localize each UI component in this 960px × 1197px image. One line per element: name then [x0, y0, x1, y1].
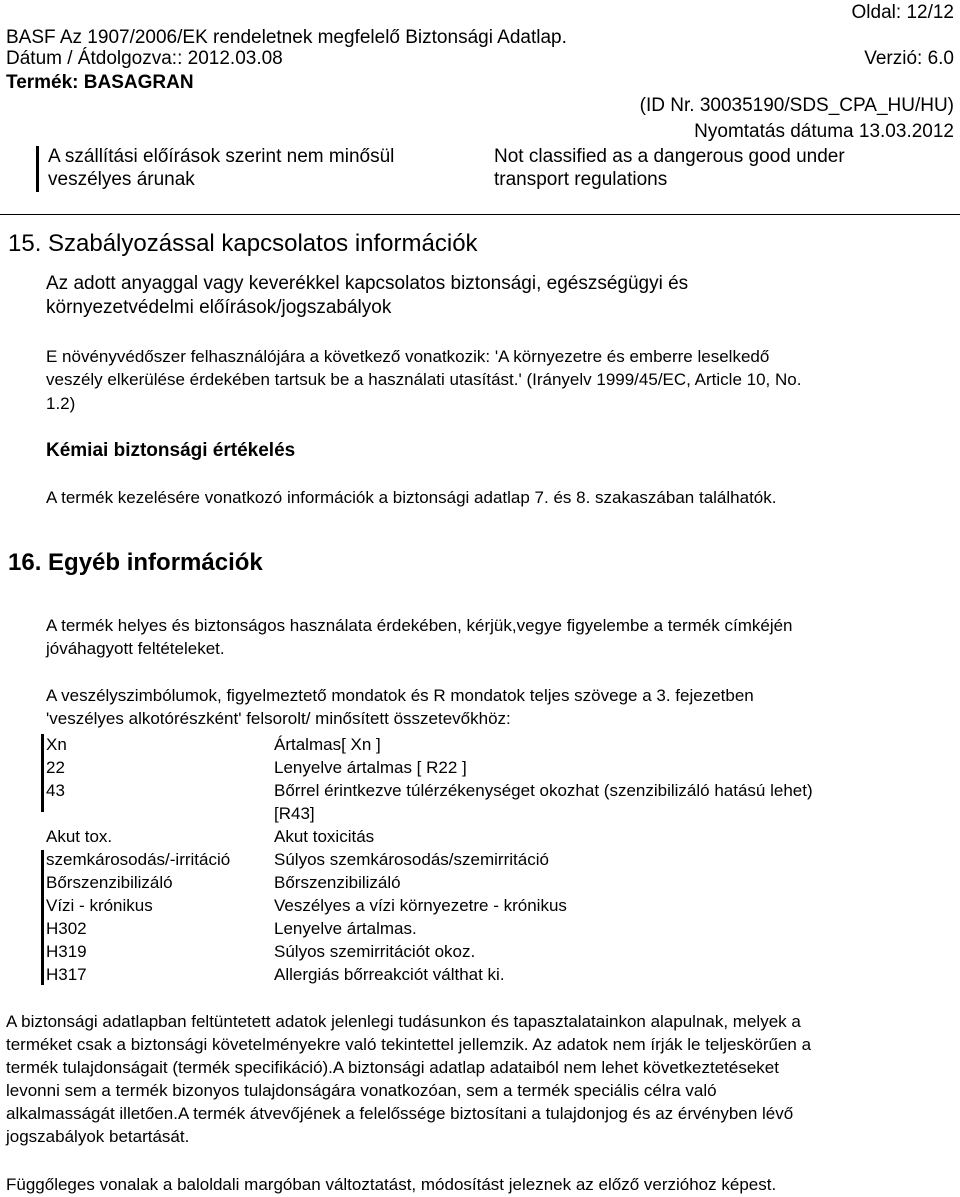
document-title: BASF Az 1907/2006/EK rendeletnek megfelelő Biztonsági Adatlap.: [6, 27, 567, 48]
hazard-description: Ártalmas[ Xn ]: [274, 735, 381, 754]
section-15-para-line2: veszély elkerülése érdekében tartsuk be a használati utasítást.' (Irányelv 1999/45/EC, Article 10, No.: [46, 370, 802, 389]
hazard-description: Allergiás bőrreakciót válthat ki.: [274, 965, 505, 984]
disclaimer-line: levonni sem a termék bizonyos tulajdonságára vonatkozóan, sem a termék speciális célra való: [6, 1081, 717, 1100]
table-row: [46, 940, 946, 963]
version-label: Verzió: 6.0: [864, 48, 954, 69]
hazard-description: Súlyos szemirritációt okoz.: [274, 942, 476, 961]
table-row: [46, 871, 946, 894]
disclaimer-line: terméket csak a biztonsági követelményekre való tekintettel jellemzik. Az adatok nem írják le teljeskörűen a: [6, 1035, 812, 1054]
hazard-code: H317: [46, 965, 87, 984]
hazard-description: Lenyelve ártalmas [ R22 ]: [274, 758, 467, 777]
disclaimer-line: A biztonsági adatlapban feltüntetett adatok jelenlegi tudásunkon és tapasztalatainkon alapulnak, melyek a: [6, 1012, 801, 1031]
hazard-description: Bőrszenzibilizáló: [274, 873, 401, 892]
transport-left-line1: A szállítási előírások szerint nem minősül: [48, 146, 395, 167]
section-15-para-line1: E növényvédőszer felhasználójára a következő vonatkozik: 'A környezetre és emberre leselkedő: [46, 347, 770, 366]
chemical-safety-title: Kémiai biztonsági értékelés: [46, 440, 296, 461]
section-16-para2-line1: A veszélyszimbólumok, figyelmeztető mondatok és R mondatok teljes szövege a 3. fejezetben: [46, 686, 754, 705]
revision-date: Dátum / Átdolgozva:: 2012.03.08: [6, 48, 283, 69]
disclaimer-line: alkalmasságát illetően.A termék átvevőjének a felelőssége biztosítani a tulajdonjog és az érvényben lévő: [6, 1104, 794, 1123]
product-name: Termék: BASAGRAN: [6, 72, 194, 93]
hazard-code: Xn: [46, 735, 67, 754]
section-15-subtitle-line2: környezetvédelmi előírások/jogszabályok: [46, 297, 392, 318]
document-id: (ID Nr. 30035190/SDS_CPA_HU/HU): [639, 95, 954, 116]
hazard-code: 43: [46, 781, 65, 800]
hazard-code: Vízi - krónikus: [46, 896, 153, 915]
hazard-description: Bőrrel érintkezve túlérzékenységet okozhat (szenzibilizáló hatású lehet): [274, 781, 813, 800]
chemical-safety-text: A termék kezelésére vonatkozó információk a biztonsági adatlap 7. és 8. szakaszában találhatók.: [46, 488, 777, 507]
hazard-phrase-table: [46, 733, 946, 986]
hazard-description: Akut toxicitás: [274, 827, 375, 846]
hazard-description: Súlyos szemkárosodás/szemirritáció: [274, 850, 549, 869]
footer-note: Függőleges vonalak a baloldali margóban változtatást, módosítást jeleznek az előző verzióhoz képest.: [6, 1175, 777, 1194]
section-divider: [0, 214, 960, 215]
section-15-para-line3: 1.2): [46, 394, 76, 413]
table-row: [46, 779, 946, 825]
hazard-code: Bőrszenzibilizáló: [46, 873, 173, 892]
section-15-title: Szabályozással kapcsolatos információk: [48, 230, 478, 257]
section-16-para1-line1: A termék helyes és biztonságos használata érdekében, kérjük,vegye figyelembe a termék címkéjén: [46, 616, 793, 635]
change-marker-bar: [41, 850, 44, 985]
page-number: Oldal: 12/12: [851, 2, 954, 23]
table-row: [46, 894, 946, 917]
table-row: [46, 756, 946, 779]
table-row: [46, 848, 946, 871]
section-16-para2-line2: 'veszélyes alkotórészként' felsorolt/ minősített összetevőkhöz:: [46, 709, 511, 728]
disclaimer-line: jogszabályok betartását.: [6, 1127, 190, 1146]
transport-right-line1: Not classified as a dangerous good under: [494, 146, 845, 167]
hazard-code: 22: [46, 758, 65, 777]
hazard-description-group: [274, 779, 946, 825]
disclaimer-line: termék tulajdonságait (termék specifikáció).A biztonsági adatlap adataiból nem lehet következtetéseket: [6, 1058, 779, 1077]
section-16-title: 16. Egyéb információk: [8, 549, 263, 576]
table-row: [46, 733, 946, 756]
table-row: [46, 825, 946, 848]
hazard-code: H319: [46, 942, 87, 961]
hazard-description-continued: [R43]: [274, 804, 315, 823]
hazard-code: szemkárosodás/-irritáció: [46, 850, 231, 869]
section-15-number: 15.: [8, 230, 42, 257]
change-marker-bar: [41, 734, 44, 812]
change-marker-bar: [36, 146, 39, 192]
hazard-code: H302: [46, 919, 87, 938]
hazard-code: Akut tox.: [46, 827, 113, 846]
table-row: [46, 963, 946, 986]
section-15-subtitle-line1: Az adott anyaggal vagy keverékkel kapcsolatos biztonsági, egészségügyi és: [46, 273, 689, 294]
transport-right-line2: transport regulations: [494, 169, 668, 190]
section-16-para1-line2: jóváhagyott feltételeket.: [46, 639, 225, 658]
print-date: Nyomtatás dátuma 13.03.2012: [694, 121, 954, 142]
table-row: [46, 917, 946, 940]
hazard-description: Veszélyes a vízi környezetre - krónikus: [274, 896, 567, 915]
transport-left-line2: veszélyes árunak: [48, 169, 195, 190]
hazard-description: Lenyelve ártalmas.: [274, 919, 417, 938]
